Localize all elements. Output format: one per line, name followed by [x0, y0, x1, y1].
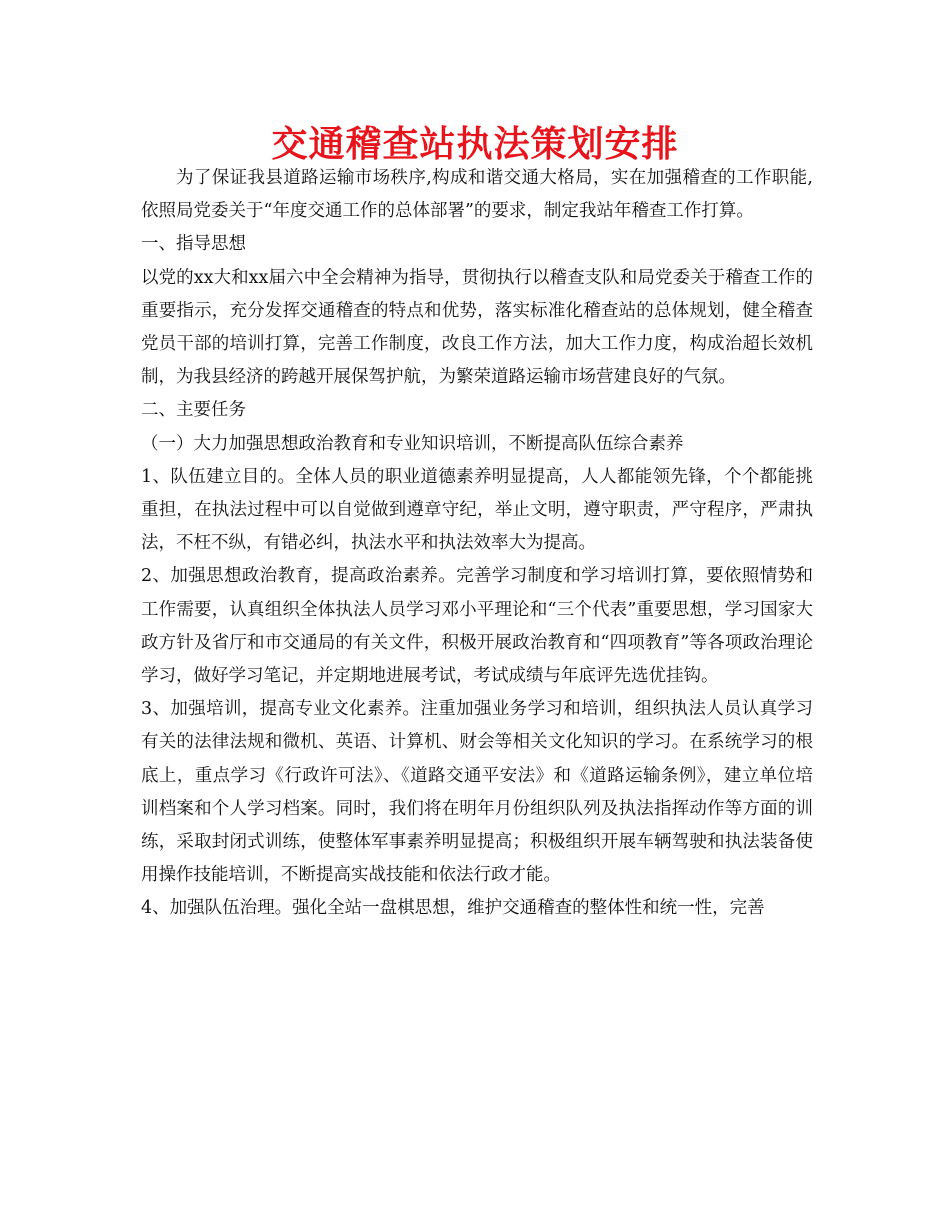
section-heading-guiding-ideology: 一、指导思想 [141, 234, 246, 255]
task-item-2: 2、加强思想政治教育，提高政治素养。完善学习制度和学习培训打算，要依照情势和工作需要，认真组织全体执法人员学习邓小平理论和“三个代表”重要思想，学习国家大政方针及省厅和市交通局的有关文件，积极开展政治教育和“四项教育”等各项政治理论学习，做好学习笔记，并定期地进展考试，考试成绩与年底评先选优挂钩。 [141, 566, 813, 687]
intro-paragraph: 为了保证我县道路运输市场秩序,构成和谐交通大格局，实在加强稽查的工作职能,依照局党委关于“年度交通工作的总体部署”的要求，制定我站年稽查工作打算。 [141, 168, 813, 222]
task-item-4: 4、加强队伍治理。强化全站一盘棋思想，维护交通稽查的整体性和统一性，完善 [141, 898, 765, 919]
task-item-1: 1、队伍建立目的。全体人员的职业道德素养明显提高，人人都能领先锋，个个都能挑重担，在执法过程中可以自觉做到遵章守纪，举止文明，遵守职责，严守程序，严肃执法，不枉不纵，有错必纠，执法水平和执法效率大为提高。 [141, 466, 813, 554]
document-body [141, 162, 813, 926]
guiding-ideology-paragraph: 以党的xx大和xx届六中全会精神为指导，贯彻执行以稽查支队和局党委关于稽查工作的重要指示，充分发挥交通稽查的特点和优势，落实标准化稽查站的总体规划，健全稽查党员干部的培训打算，完善工作制度，改良工作方法，加大工作力度，构成治超长效机制，为我县经济的跨越开展保驾护航，为繁荣道路运输市场营建良好的气氛。 [141, 267, 813, 388]
subsection-heading-education-training: （一）大力加强思想政治教育和专业知识培训，不断提高队伍综合素养 [141, 433, 684, 454]
task-item-3: 3、加强培训，提高专业文化素养。注重加强业务学习和培训，组织执法人员认真学习有关的法律法规和微机、英语、计算机、财会等相关文化知识的学习。在系统学习的根底上，重点学习《行政许可法》、《道路交通平安法》和《道路运输条例》，建立单位培训档案和个人学习档案。同时，我们将在明年月份组织队列及执法指挥动作等方面的训练，采取封闭式训练，使整体军事素养明显提高；积极组织开展车辆驾驶和执法装备使用操作技能培训，不断提高实战技能和依法行政才能。 [141, 699, 813, 886]
document-title: 交通稽查站执法策划安排 [271, 123, 679, 165]
section-heading-main-tasks: 二、主要任务 [141, 400, 246, 421]
